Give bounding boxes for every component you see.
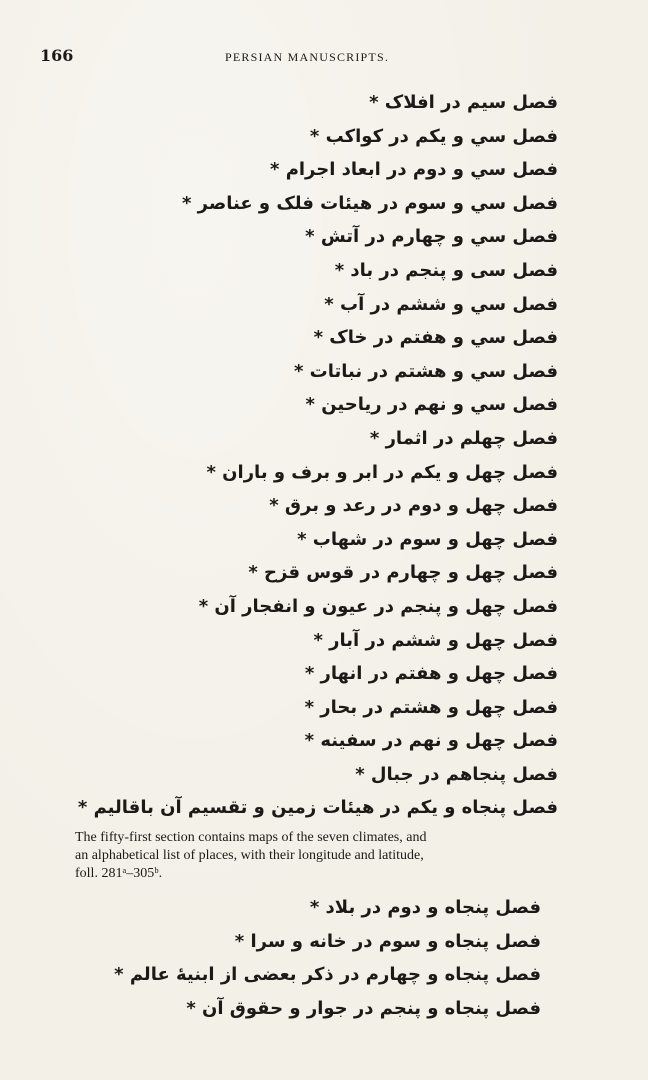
section-line: فصل پنجاه و دوم در بلاد *	[309, 897, 541, 918]
section-line: فصل سي و دوم در ابعاد اجرام *	[270, 159, 558, 181]
section-line: فصل سي و هشتم در نباتات *	[293, 360, 558, 382]
section-line: فصل سي و سوم در هيئات فلک و عناصر *	[181, 192, 558, 214]
section-list-continued	[21, 891, 541, 1025]
note-line: The fifty-first section contains maps of the seven climates, and	[75, 830, 427, 845]
section-line: فصل سي و هفتم در خاک *	[313, 327, 558, 349]
section-line: فصل سي و چهارم در آتش *	[305, 226, 558, 248]
section-line: فصل چهل و یکم در ابر و برف و باران *	[206, 461, 558, 483]
section-line: فصل چهل و هفتم در انهار *	[304, 663, 558, 685]
section-line: فصل چهلم در اثمار *	[369, 427, 558, 449]
section-line: فصل سي و ششم در آب *	[324, 293, 558, 315]
section-line: فصل چهل و چهارم در قوس قزح *	[248, 562, 558, 584]
page-header	[40, 46, 590, 68]
section-line: فصل سیم در افلاک *	[369, 92, 558, 113]
section-line: فصل پنجاه و سوم در خانه و سرا *	[234, 930, 541, 952]
english-note	[75, 829, 595, 883]
section-line: فصل چهل و نهم در سفينه *	[304, 730, 558, 752]
section-line: فصل سي و نهم در رياحين *	[305, 394, 558, 416]
section-line: فصل چهل و ششم در آبار *	[313, 629, 558, 651]
section-line: فصل چهل و دوم در رعد و برق *	[269, 495, 558, 517]
section-line: فصل سي و يكم در كواكب *	[309, 125, 558, 147]
note-line: foll. 281ᵃ–305ᵇ.	[75, 866, 163, 881]
section-line: فصل چهل و سوم در شهاب *	[297, 528, 558, 550]
section-line: فصل چهل و پنجم در عيون و انفجار آن *	[198, 595, 558, 617]
running-title: PERSIAN MANUSCRIPTS.	[225, 50, 390, 64]
section-line: فصل پنجاه و چهارم در ذكر بعضى از ابنيهٔ عالم *	[114, 964, 541, 986]
section-list	[38, 86, 558, 825]
section-line: فصل پنجاهم در جبال *	[355, 763, 558, 785]
section-line: فصل سی و پنجم در باد *	[334, 259, 558, 281]
section-line: فصل پنجاه و يكم در هيئات زمين و تقسيم آن باقاليم *	[77, 797, 558, 819]
section-line: فصل پنجاه و پنجم در جوار و حقوق آن *	[186, 997, 541, 1019]
page-number: 166	[40, 46, 74, 65]
section-line: فصل چهل و هشتم در بحار *	[304, 696, 558, 718]
note-line: an alphabetical list of places, with their longitude and latitude,	[75, 848, 424, 863]
